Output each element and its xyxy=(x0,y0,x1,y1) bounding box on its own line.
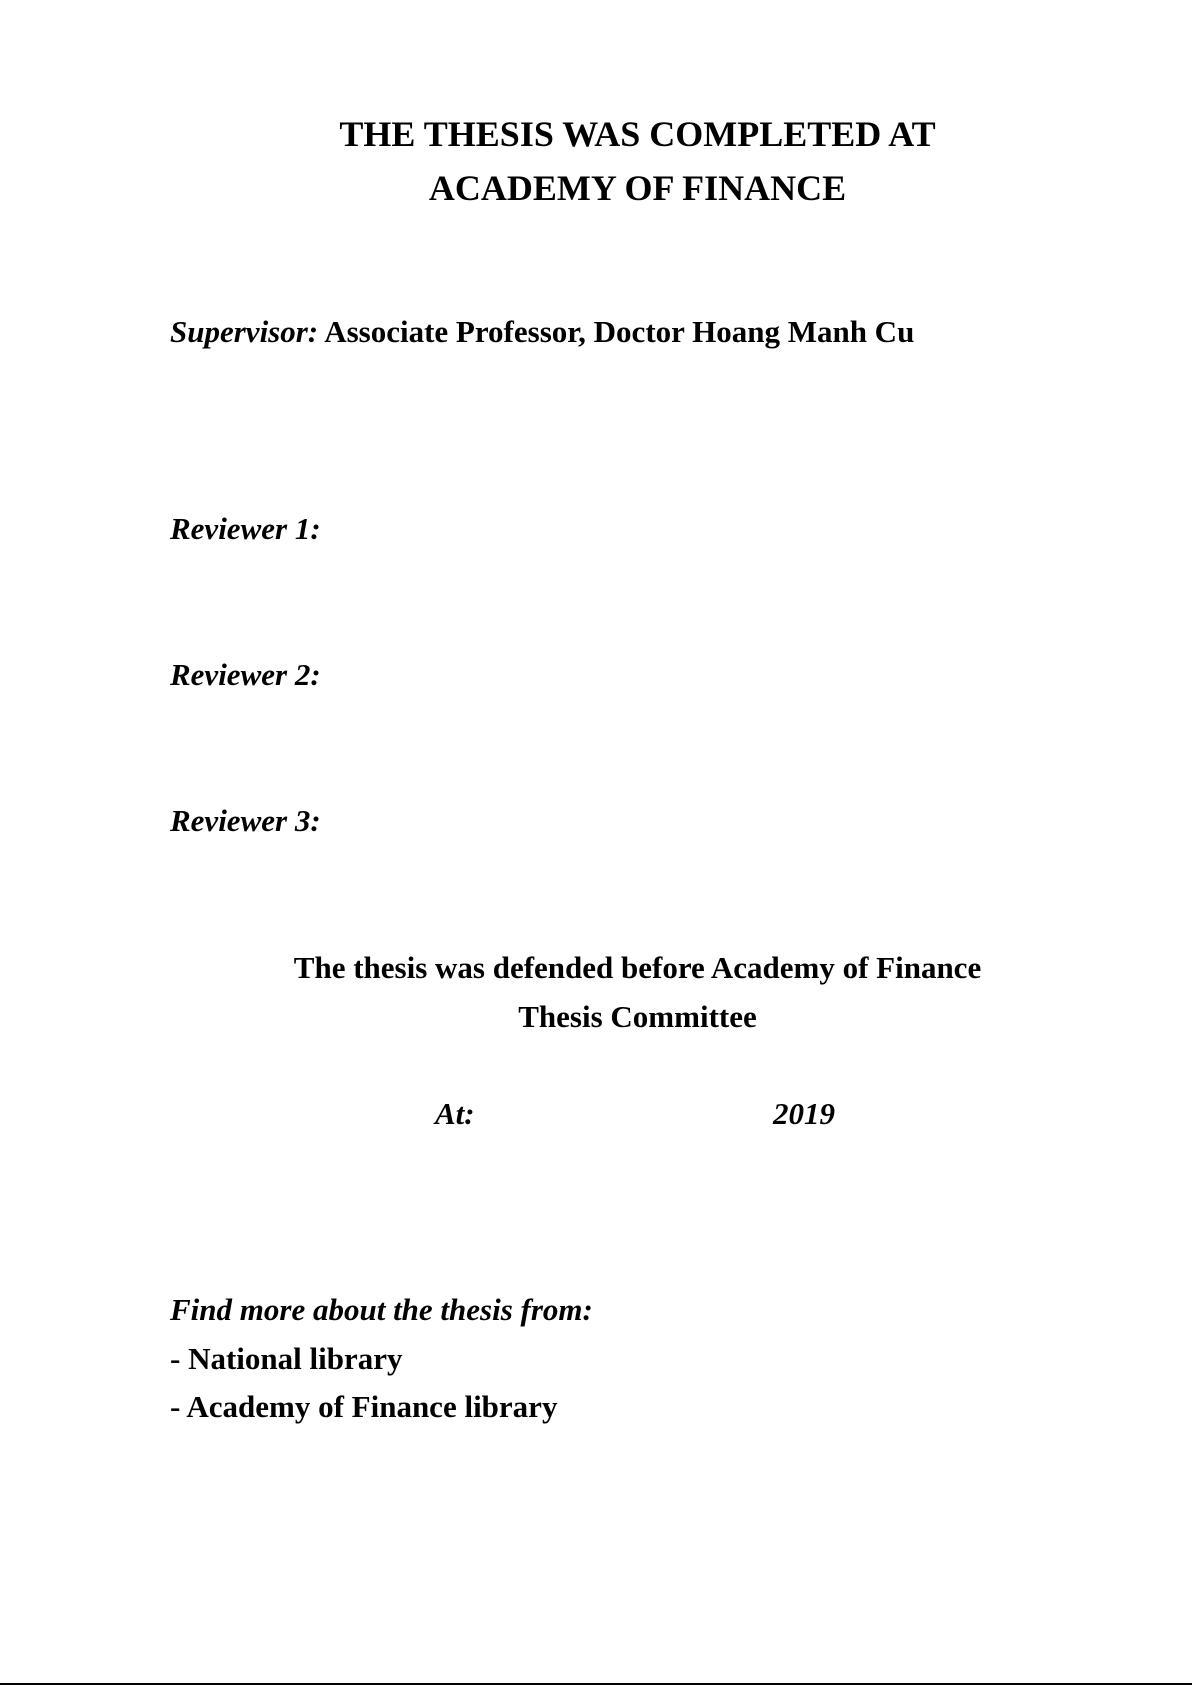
supervisor-value: Associate Professor, Doctor Hoang Manh Cu xyxy=(324,314,915,349)
reviewer-3-label: Reviewer 3: xyxy=(170,803,321,838)
defense-line-1: The thesis was defended before Academy of Finance xyxy=(293,950,982,985)
title-line-2: ACADEMY OF FINANCE xyxy=(428,168,847,208)
reviewer-1-label: Reviewer 1: xyxy=(170,511,321,546)
find-more-heading: Find more about the thesis from: xyxy=(170,1292,593,1327)
find-more-item: - Academy of Finance library xyxy=(170,1389,558,1424)
supervisor-label: Supervisor: xyxy=(170,314,319,349)
defense-line-2: Thesis Committee xyxy=(518,999,757,1034)
reviewer-2-label: Reviewer 2: xyxy=(170,657,321,692)
defense-at-label: At: xyxy=(435,1096,475,1131)
find-more-item: - National library xyxy=(170,1341,403,1376)
title-line-1: THE THESIS WAS COMPLETED AT xyxy=(339,114,936,154)
defense-year: 2019 xyxy=(773,1096,835,1131)
supervisor-line xyxy=(170,316,914,347)
